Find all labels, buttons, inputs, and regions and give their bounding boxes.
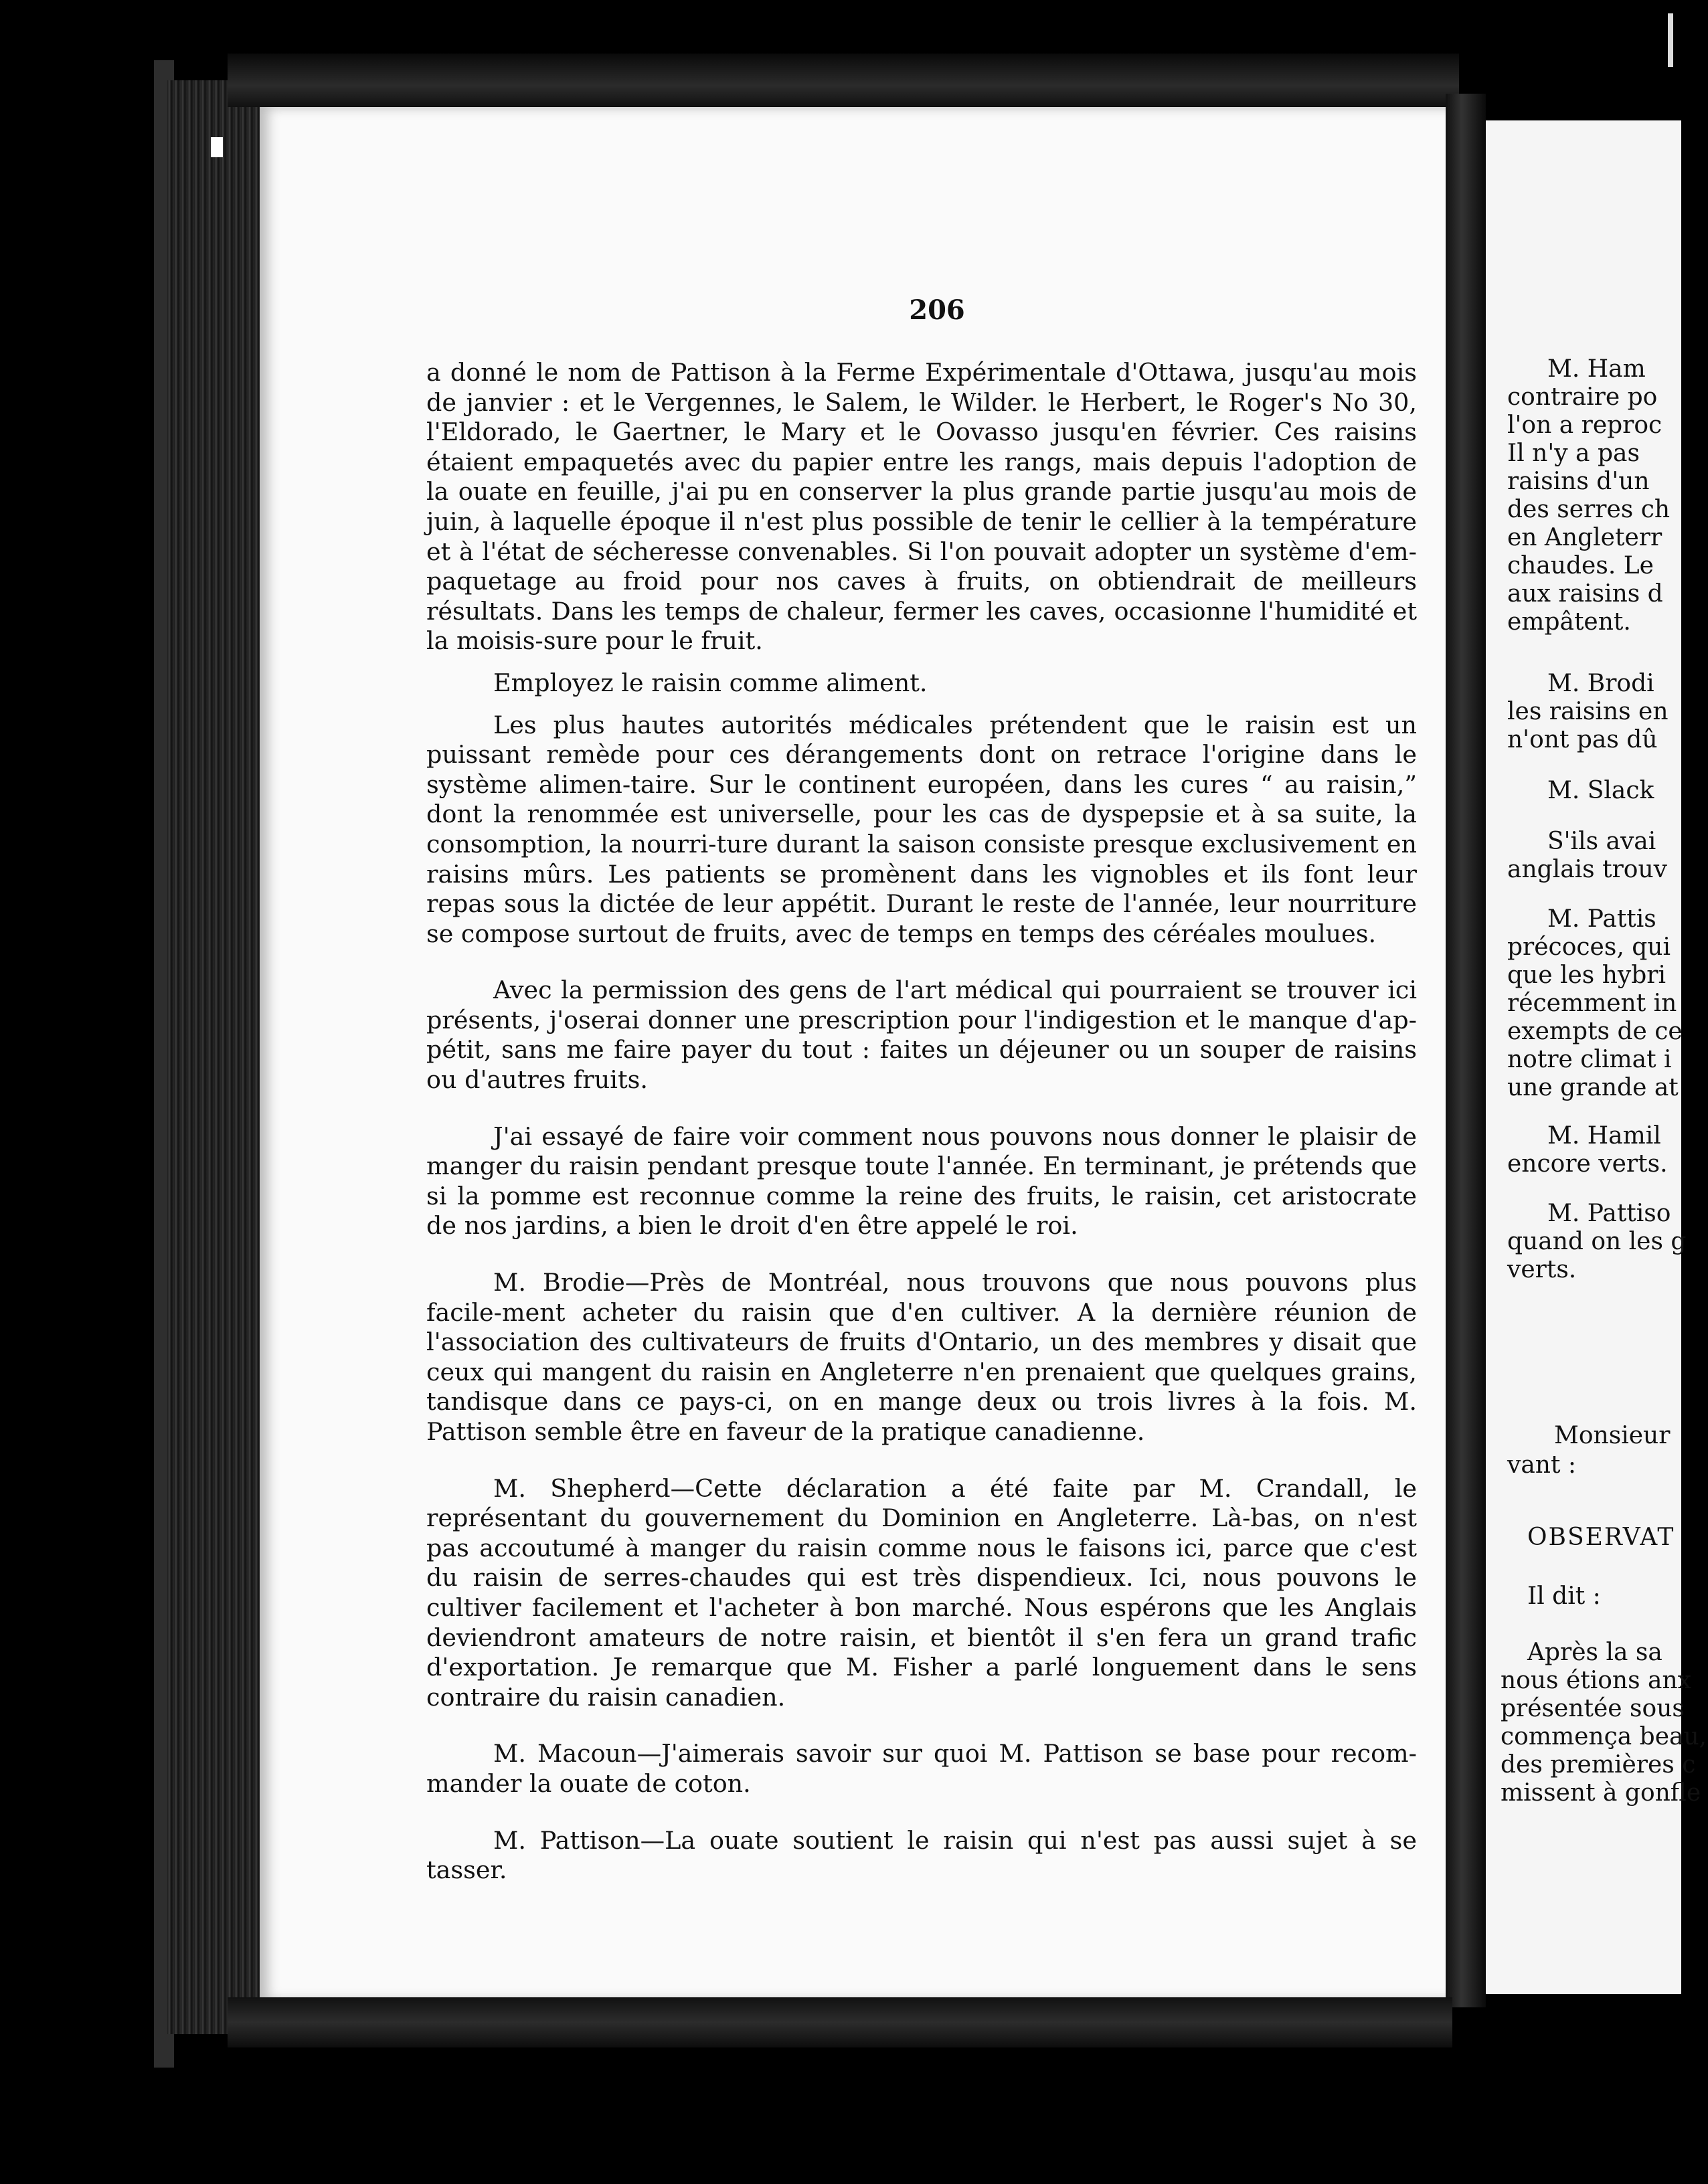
facing-line: des serres ch — [1507, 496, 1671, 523]
facing-line: anglais trouv — [1507, 856, 1667, 883]
facing-line: n'ont pas dû — [1507, 726, 1658, 753]
facing-line: M. Hamil — [1547, 1122, 1661, 1150]
facing-line: présentée sous — [1501, 1695, 1685, 1722]
section-heading: Employez le raisin comme aliment. — [493, 668, 928, 697]
facing-line: en Angleterr — [1507, 524, 1662, 551]
facing-line: empâtent. — [1507, 608, 1631, 636]
facing-line: précoces, qui — [1507, 933, 1671, 961]
facing-line: aux raisins d — [1507, 580, 1663, 608]
facing-line: Après la sa — [1527, 1639, 1662, 1666]
facing-line: verts. — [1507, 1256, 1577, 1283]
facing-line: commença beau, — [1501, 1723, 1707, 1750]
facing-line: les raisins en — [1507, 698, 1669, 725]
facing-line: notre climat i — [1507, 1046, 1672, 1073]
facing-line: raisins d'un — [1507, 468, 1650, 495]
paragraph: Avec la permission des gens de l'art médical qui pourraient se trouver ici présents, j'oserai donner une prescription pour l'indigestion et le manque d'ap-pétit, sans me faire payer du tout : faites un déjeuner ou un souper de raisins ou d'autres fruits. — [426, 976, 1417, 1095]
facing-line: M. Ham — [1547, 355, 1646, 383]
facing-line: des premières c — [1501, 1751, 1696, 1779]
scan-edge-mark — [1668, 13, 1673, 67]
paragraph: J'ai essayé de faire voir comment nous pouvons nous donner le plaisir de manger du raisin pendant presque toute l'année. En terminant, je prétends que si la pomme est reconnue comme la reine des fruits, le raisin, cet aristocrate de nos jardins, a bien le droit d'en être appelé le roi. — [426, 1121, 1417, 1241]
facing-line: que les hybri — [1507, 962, 1667, 989]
facing-line: S'ils avai — [1547, 828, 1656, 855]
paragraph-continuation: a donné le nom de Pattison à la Ferme Expérimentale d'Ottawa, jusqu'au mois de janvier : et le Vergennes, le Salem, le Wilder. le Herbert, le Roger's No 30, l'Eldorado, le Gaertner, le Mary et le Oovasso jusqu'en février. Ces raisins étaient empaquetés avec du papier entre les rangs, mais depuis l'adoption de la ouate en feuille, j'ai pu en conserver la plus grande partie jusqu'au mois de juin, à laquelle époque il n'est plus possible de tenir le cellier à la température et à l'état de sécheresse convenables. Si l'on pouvait adopter un système d'em-paquetage au froid pour nos caves à fruits, on obtiendrait de meilleurs résultats. Dans les temps de chaleur, fermer les caves, occasionne l'humidité et la moisis-sure pour le fruit. — [426, 358, 1417, 656]
facing-line: encore verts. — [1507, 1150, 1668, 1178]
facing-line: M. Slack — [1547, 777, 1654, 804]
page-top-shadow — [228, 54, 1459, 107]
book-gutter — [1446, 94, 1486, 2007]
paragraph-speaker-macoun: M. Macoun—J'aimerais savoir sur quoi M. Pattison se base pour recom-mander la ouate de coton. — [426, 1739, 1417, 1798]
facing-line: exempts de ce — [1507, 1018, 1683, 1045]
book-page-stack — [167, 80, 261, 2034]
facing-line: nous étions anx — [1501, 1667, 1691, 1694]
facing-line: M. Brodi — [1547, 670, 1654, 697]
facing-line: une grande at — [1507, 1074, 1679, 1101]
facing-line: Il n'y a pas — [1507, 440, 1640, 467]
paragraph-speaker-pattison: M. Pattison—La ouate soutient le raisin qui n'est pas aussi sujet à se tasser. — [426, 1825, 1417, 1885]
paragraph: Les plus hautes autorités médicales prétendent que le raisin est un puissant remède pour ces dérangements dont on retrace l'origine dans le système alimen-taire. Sur le continent européen, dans les cures “ au raisin,” dont la renommée est universelle, pour les cas de dyspepsie et à sa suite, la consomption, la nourri-ture durant la saison consiste presque exclusivement en raisins mûrs. Les patients se promènent dans les vignobles et ils font leur repas sous la dictée de leur appétit. Durant le reste de l'année, leur nourriture se compose surtout de fruits, avec de temps en temps des céréales moulues. — [426, 710, 1417, 948]
paragraph-speaker-shepherd: M. Shepherd—Cette déclaration a été faite par M. Crandall, le représentant du gouvernement du Dominion en Angleterre. Là-bas, on n'est pas accoutumé à manger du raisin comme nous le faisons ici, parce que c'est du raisin de serres-chaudes qui est très dispendieux. Ici, nous pouvons le cultiver facilement et l'acheter à bon marché. Nous espérons que les Anglais deviendront amateurs de notre raisin, et bientôt il s'en fera un grand trafic d'exportation. Je remarque que M. Fisher a parlé longuement dans le sens contraire du raisin canadien. — [426, 1473, 1417, 1712]
facing-line: l'on a reproc — [1507, 412, 1662, 439]
facing-line: quand on les g — [1507, 1228, 1687, 1255]
facing-line: chaudes. Le — [1507, 552, 1654, 579]
facing-line: Monsieur — [1554, 1422, 1671, 1449]
facing-line: M. Pattiso — [1547, 1200, 1671, 1227]
facing-line-heading: OBSERVAT — [1527, 1524, 1675, 1551]
facing-line: récemment in — [1507, 990, 1677, 1017]
facing-line: contraire po — [1507, 383, 1658, 411]
facing-line: Il dit : — [1527, 1582, 1601, 1610]
facing-line: vant : — [1507, 1451, 1577, 1479]
page-body — [426, 358, 1417, 1886]
page-number: 206 — [909, 294, 965, 326]
page-bottom-shadow — [228, 1997, 1452, 2047]
binding-mark — [211, 137, 223, 157]
paragraph-speaker-brodie: M. Brodie—Près de Montréal, nous trouvons que nous pouvons plus facile-ment acheter du raisin que d'en cultiver. A la dernière réunion de l'association des cultivateurs de fruits d'Ontario, un des membres y disait que ceux qui mangent du raisin en Angleterre n'en prenaient que quelques grains, tandisque dans ce pays-ci, on en mange deux ou trois livres à la fois. M. Pattison semble être en faveur de la pratique canadienne. — [426, 1268, 1417, 1446]
facing-line: M. Pattis — [1547, 905, 1656, 933]
facing-line: missent à gonfle — [1501, 1779, 1701, 1807]
